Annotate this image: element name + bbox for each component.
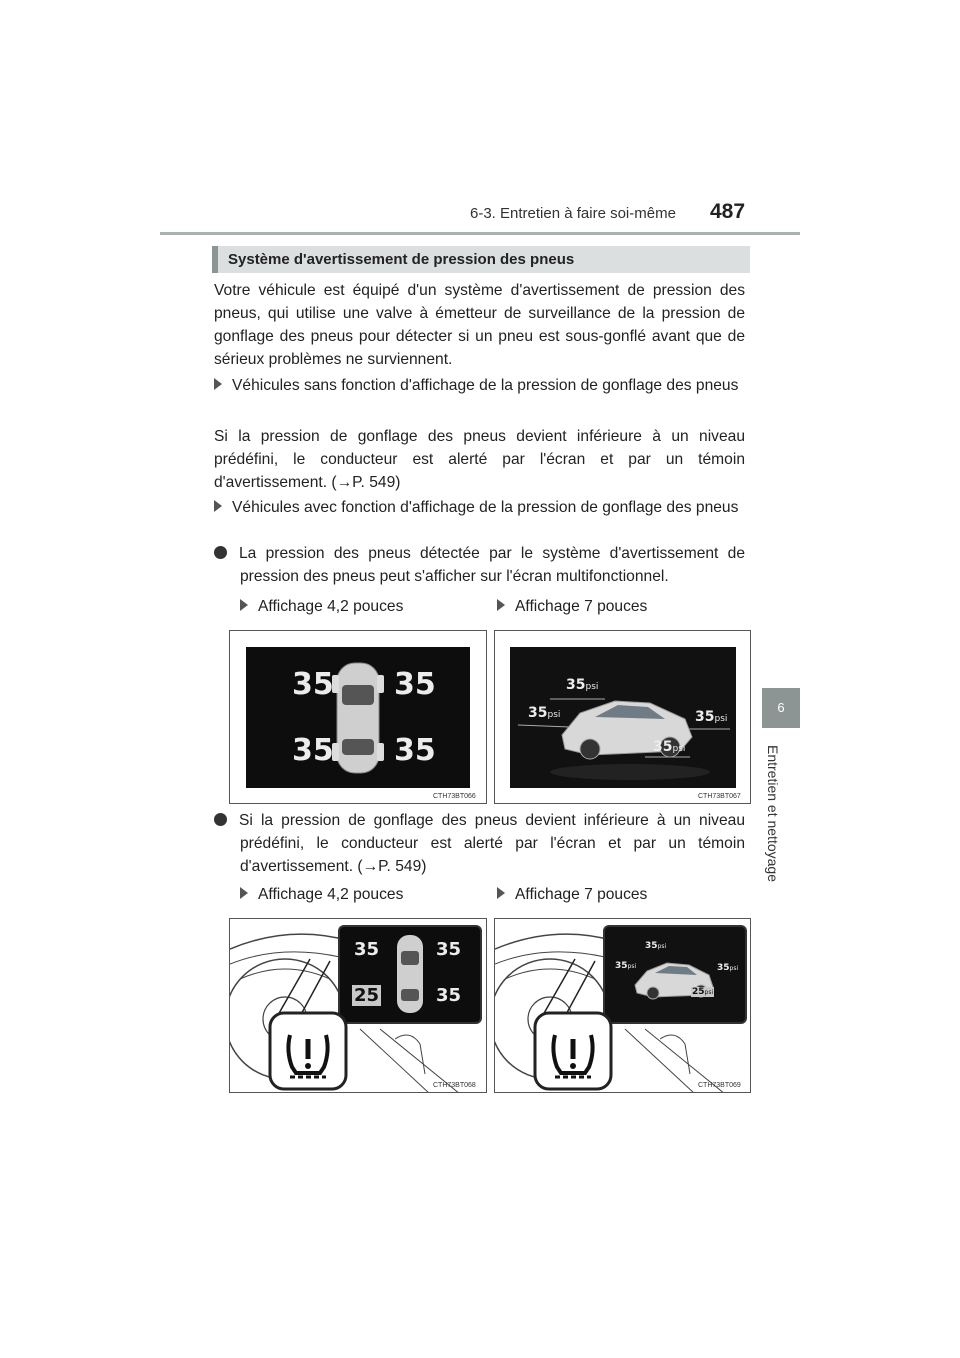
tire-pressure-front-right: 35psi: [653, 739, 686, 755]
figure-label-small-1: Affichage 4,2 pouces: [240, 598, 403, 616]
bullet-low-pressure-alert: Si la pression de gonflage des pneus devient inférieure à un niveau prédéfini, le conducteur est alerté par l'écran et par un témoin d'avertissement. (→P. 549): [214, 809, 745, 878]
figure-code: CTH73BT067: [698, 793, 741, 800]
display-screen: [510, 647, 736, 788]
tire-pressure-front-left: 35psi: [528, 705, 561, 721]
intro-paragraph: Votre véhicule est équipé d'un système d'avertissement de pression des pneus, qui utilise une valve à émetteur de surveillance de la pression de gonflage des pneus pour détecter si un pneu est sous-gonflé avant que de sérieux problèmes ne surviennent.: [214, 282, 745, 368]
figure-4-2-inch-display: [229, 630, 487, 804]
tire-pressure-front-left: 35: [292, 667, 334, 702]
figure-label-large-1: Affichage 7 pouces: [497, 598, 647, 616]
tire-pressure-rear-right: 35: [394, 733, 436, 768]
section-heading: [212, 246, 750, 273]
tire-pressure-rear-left: 35psi: [645, 941, 667, 951]
tire-pressure-front-right: 35: [394, 667, 436, 702]
figure-dashboard-4-2-inch: [229, 918, 487, 1093]
tire-pressure-front-left: 35psi: [615, 961, 637, 971]
tire-pressure-rear-right: 35: [436, 985, 462, 1006]
figure-code: CTH73BT066: [433, 793, 476, 800]
page-number: 487: [710, 200, 746, 223]
case-without-display-heading: Véhicules sans fonction d'affichage de la pression de gonflage des pneus: [214, 374, 745, 397]
triangle-bullet-icon: [497, 887, 505, 899]
figure-label-large-2: Affichage 7 pouces: [497, 886, 647, 904]
tire-pressure-warning-icon: [268, 1011, 348, 1091]
triangle-bullet-icon: [214, 378, 222, 390]
figure-7-inch-display: [494, 630, 751, 804]
circle-bullet-icon: [214, 813, 227, 826]
bullet-pressure-display: La pression des pneus détectée par le système d'avertissement de pression des pneus peut s'afficher sur l'écran multifonctionnel.: [214, 542, 745, 588]
chapter-number: 6: [777, 700, 785, 715]
tire-pressure-front-right: 35: [436, 939, 462, 960]
triangle-bullet-icon: [240, 599, 248, 611]
running-header-section: 6-3. Entretien à faire soi-même: [470, 205, 676, 222]
tire-pressure-front-left: 35: [354, 939, 380, 960]
case-with-display-heading: Véhicules avec fonction d'affichage de la pression de gonflage des pneus: [214, 496, 745, 519]
chapter-label: Entretien et nettoyage: [765, 745, 781, 882]
tire-pressure-rear-left: 35: [292, 733, 334, 768]
header-rule: [160, 232, 800, 235]
figure-dashboard-7-inch: [494, 918, 751, 1093]
display-screen: [246, 647, 470, 788]
tire-pressure-rear-left: 35psi: [566, 677, 599, 693]
zoomed-display: [338, 925, 482, 1024]
circle-bullet-icon: [214, 546, 227, 559]
car-top-view-icon: [246, 647, 470, 788]
triangle-bullet-icon: [214, 500, 222, 512]
tire-pressure-rear-left-low: 25: [354, 985, 380, 1006]
figure-label-small-2: Affichage 4,2 pouces: [240, 886, 403, 904]
triangle-bullet-icon: [497, 599, 505, 611]
tire-pressure-rear-right: 35psi: [695, 709, 728, 725]
figure-code: CTH73BT069: [698, 1082, 741, 1089]
figure-code: CTH73BT068: [433, 1082, 476, 1089]
case-without-display-text: Si la pression de gonflage des pneus devient inférieure à un niveau prédéfini, le conducteur est alerté par l'écran et par un témoin d'avertissement. (→P. 549): [214, 428, 745, 491]
tire-pressure-warning-icon: [533, 1011, 613, 1091]
triangle-bullet-icon: [240, 887, 248, 899]
car-perspective-icon: [605, 927, 745, 1022]
tire-pressure-rear-right: 35psi: [717, 963, 739, 973]
tire-pressure-front-right-low: 25psi: [692, 987, 714, 997]
zoomed-display: [603, 925, 747, 1024]
section-title: Système d'avertissement de pression des pneus: [228, 251, 575, 268]
